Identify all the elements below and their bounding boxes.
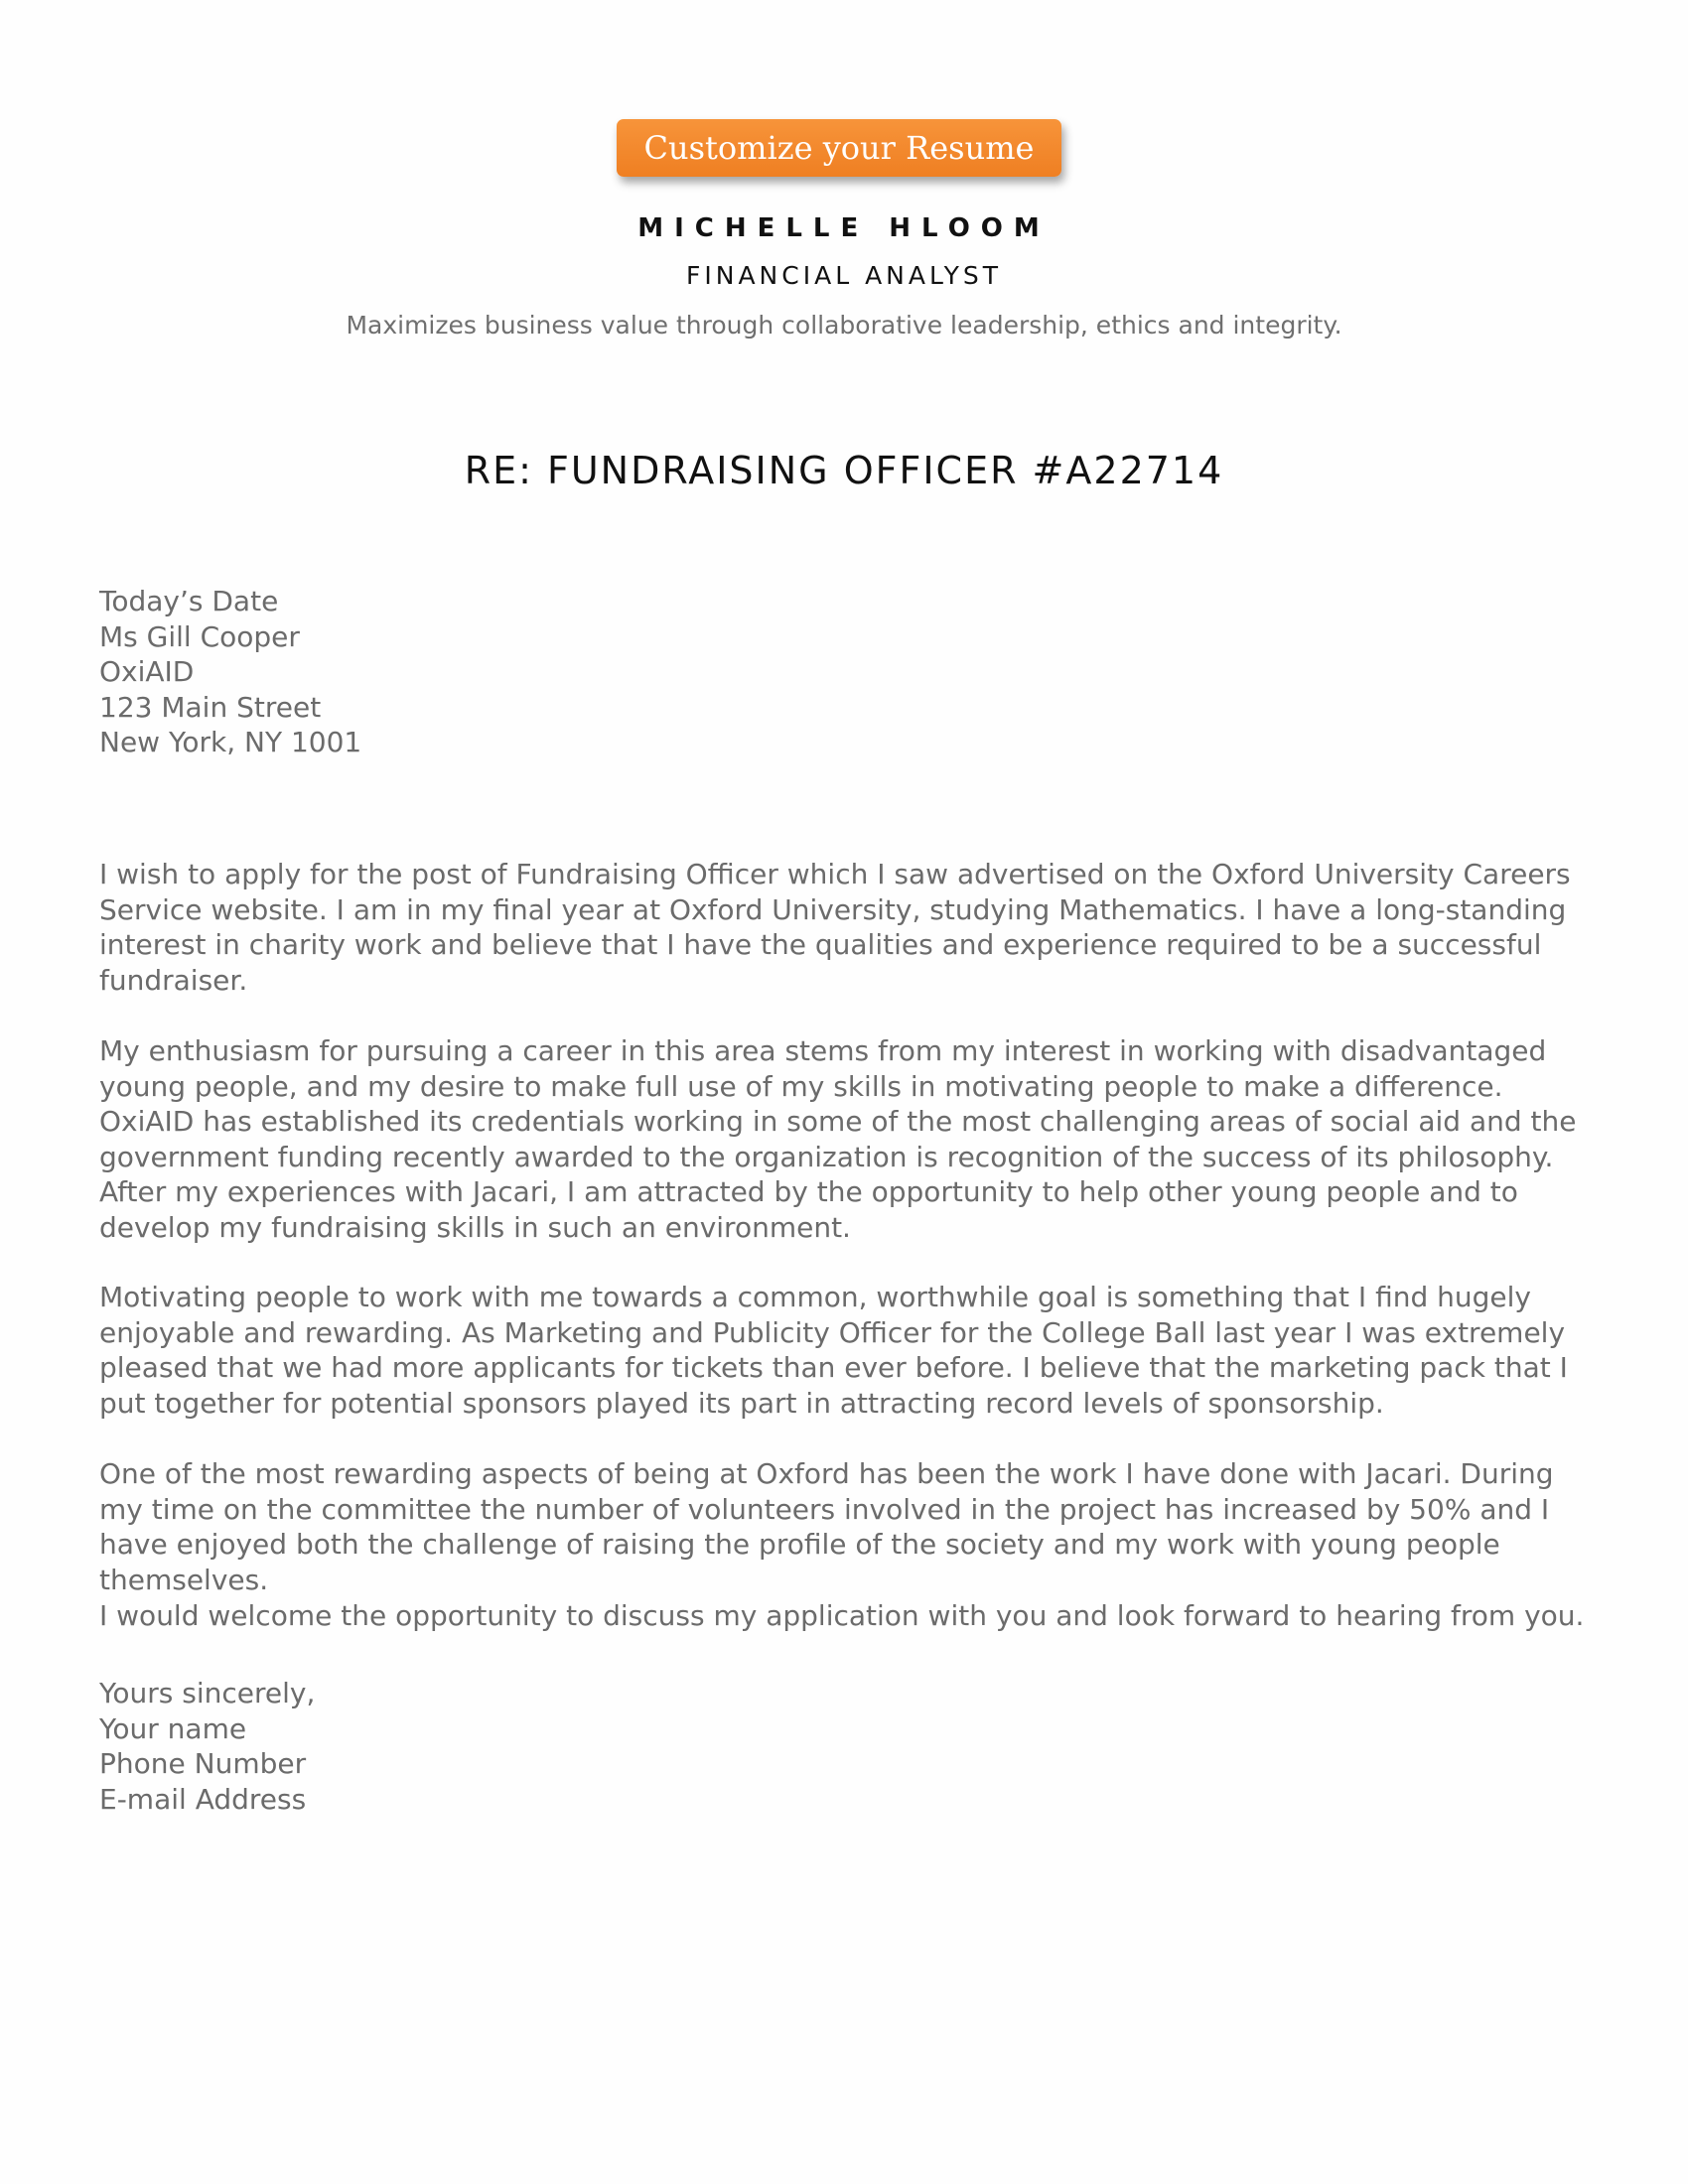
recipient-company: OxiAID <box>99 655 195 688</box>
body-paragraph-4: One of the most rewarding aspects of being at Oxford has been the work I have done with Jacari. During my time on the committee the number of volunteers involved in the project has increased by 50% and I have enjoyed both the challenge of raising the profile of the society and my work with young people themselves. <box>99 1457 1554 1596</box>
recipient-city: New York, NY 1001 <box>99 726 362 758</box>
recipient-address <box>99 584 1599 760</box>
applicant-title: FINANCIAL ANALYST <box>686 261 1002 290</box>
applicant-name: MICHELLE HLOOM <box>637 213 1051 243</box>
applicant-tagline: Maximizes business value through collaborative leadership, ethics and integrity. <box>346 311 1342 340</box>
signature-block <box>99 1676 1599 1817</box>
signer-name: Your name <box>99 1711 247 1745</box>
recipient-name: Ms Gill Cooper <box>99 619 300 653</box>
subject-line: RE: FUNDRAISING OFFICER #A22714 <box>464 449 1224 492</box>
letter-date: Today’s Date <box>99 585 279 617</box>
signer-email: E-mail Address <box>99 1782 307 1816</box>
customize-resume-button[interactable]: Customize your Resume <box>617 119 1061 177</box>
closing-salutation: Yours sincerely, <box>99 1677 316 1709</box>
recipient-street: 123 Main Street <box>99 690 322 724</box>
cta-container <box>0 119 1688 177</box>
body-paragraph-2: My enthusiasm for pursuing a career in this area stems from my interest in working with disadvantaged young people, and my desire to make full use of my skills in motivating people to make a difference. OxiAID has established its credentials working in some of the most challenging areas of social aid and the government funding recently awarded to the organization is recognition of the success of its philosophy. After my experiences with Jacari, I am attracted by the opportunity to help other young people and to develop my fundraising skills in such an environment. <box>99 1034 1577 1244</box>
body-paragraph-3: Motivating people to work with me towards a common, worthwhile goal is something that I find hugely enjoyable and rewarding. As Marketing and Publicity Officer for the College Ball last year I was extremely pleased that we had more applicants for tickets than ever before. I believe that the marketing pack that I put together for potential sponsors played its part in attracting record levels of sponsorship. <box>99 1281 1568 1420</box>
body-paragraph-5: I would welcome the opportunity to discuss my application with you and look forward to hearing from you. <box>99 1599 1585 1632</box>
body-paragraph-1: I wish to apply for the post of Fundraising Officer which I saw advertised on the Oxford University Careers Service website. I am in my final year at Oxford University, studying Mathematics. I have a long-standing interest in charity work and believe that I have the qualities and experience required to be a successful fundraiser. <box>99 858 1571 997</box>
signer-phone: Phone Number <box>99 1747 307 1780</box>
